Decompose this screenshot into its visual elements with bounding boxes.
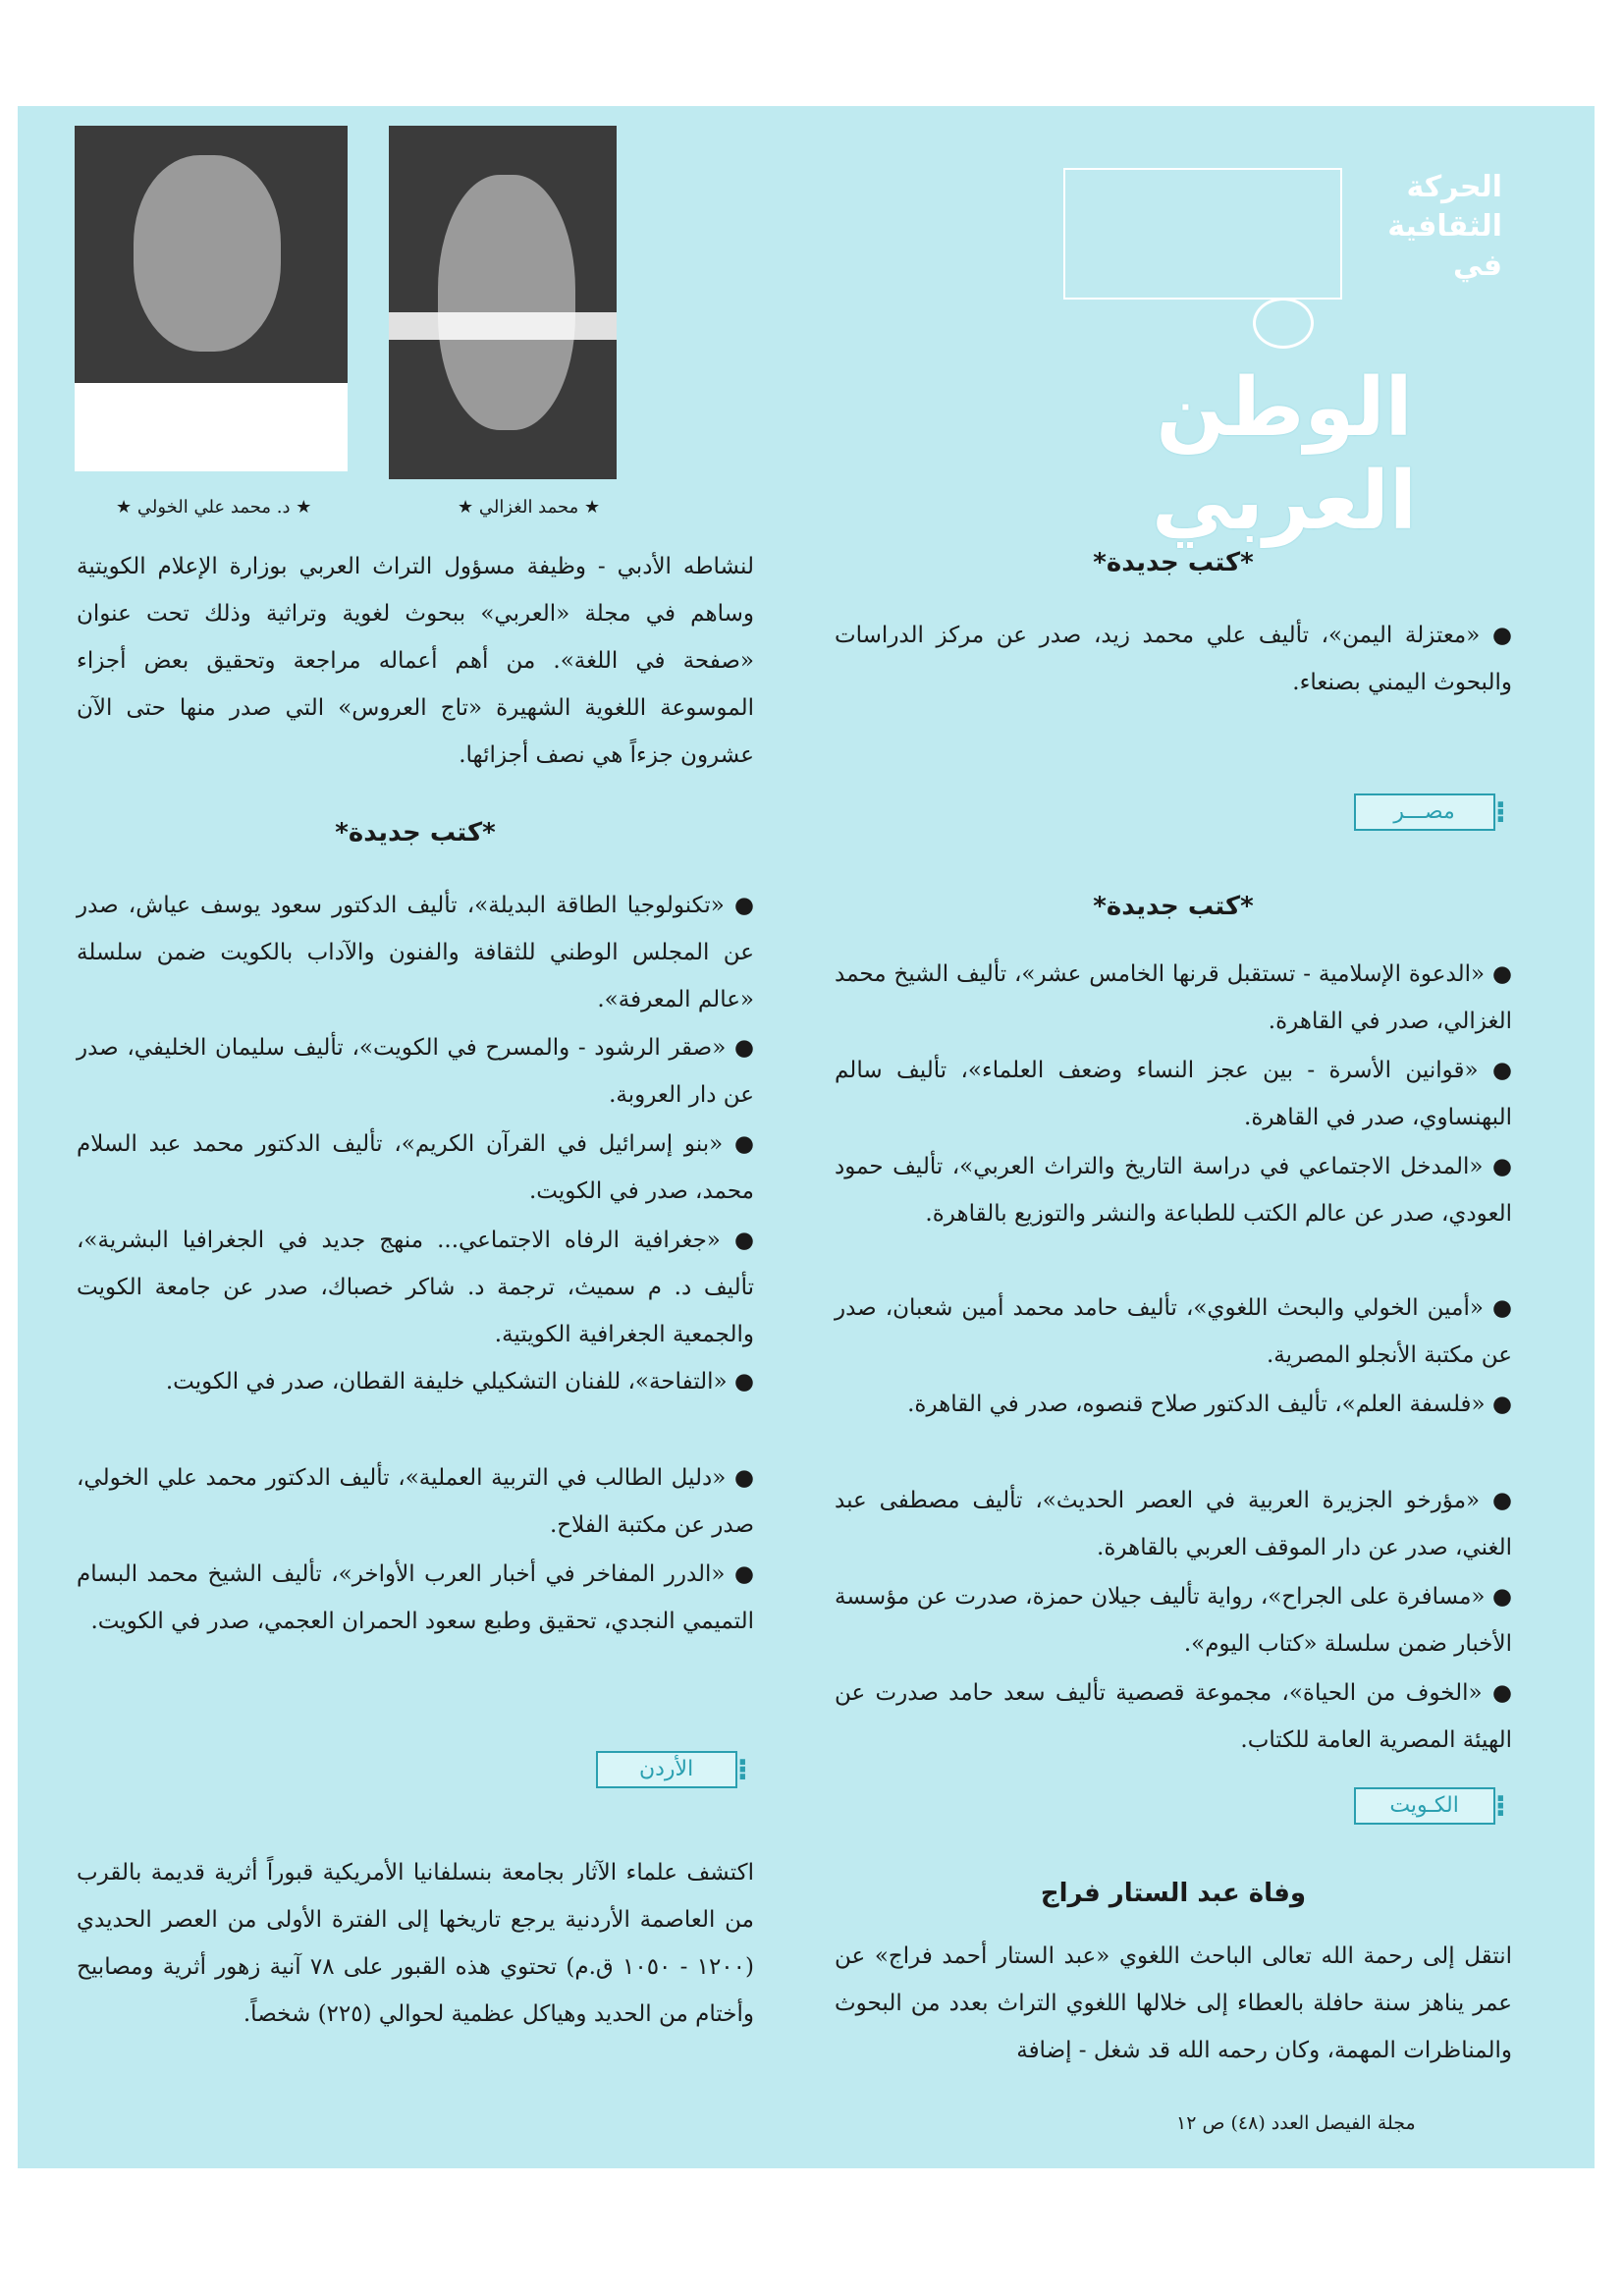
book-item: ● «الخوف من الحياة»، مجموعة قصصية تأليف سعد حامد صدرت عن الهيئة المصرية العامة للكتاب. [835,1680,1512,1753]
book-item: ● «فلسفة العلم»، تأليف الدكتور صلاح قنصوه، صدر في القاهرة. [907,1392,1512,1417]
book-item: ● «مؤرخو الجزيرة العربية في العصر الحديث»، تأليف مصطفى عبد الغني، صدر عن دار الموقف العربي بالقاهرة. [835,1488,1512,1560]
book-item: ● «معتزلة اليمن»، تأليف علي محمد زيد، صدر عن مركز الدراسات والبحوث اليمني بصنعاء. [835,623,1512,695]
photo-caption-right: ★ محمد الغزالي ★ [458,497,601,518]
country-label-jordan: ⁝ الأردن [596,1751,754,1788]
book-item: ● «الدرر المفاخر في أخبار العرب الأواخر»، تأليف الشيخ محمد البسام التميمي النجدي، تحقيق وطبع سعود الحمران العجمي، صدر في الكويت. [77,1561,754,1634]
book-item: ● «بنو إسرائيل في القرآن الكريم»، تأليف الدكتور محمد عبد السلام محمد، صدر في الكويت. [77,1131,754,1204]
photo-mask-stripe [389,312,617,340]
photo-blank-area [75,383,348,471]
book-item: ● «أمين الخولي والبحث اللغوي»، تأليف حامد محمد أمين شعبان، صدر عن مكتبة الأنجلو المصرية. [835,1295,1512,1368]
banner-frame [1063,168,1342,300]
jordan-text: اكتشف علماء الآثار بجامعة بنسلفانيا الأمريكية قبوراً أثرية قديمة بالقرب من العاصمة الأردنية يرجع تاريخها إلى الفترة الأولى من العصر الحديدي (١٢٠٠ - ١٠٥٠ ق.م) تحتوي هذه القبور على ٧٨ آنية زهور أثرية ومصابيح وأختام من الحديد وهياكل عظمية لحوالي (٢٢٥) شخصاً. [77,1860,754,2027]
book-item: ● «جغرافية الرفاه الاجتماعي... منهج جديد في الجغرافيا البشرية»، تأليف د. م سميث، ترجمة د. شاكر خصباك، صدر عن جامعة الكويت والجمعية الجغرافية الكويتية. [77,1228,754,1347]
page-background [18,106,1595,2168]
photo-ghazali [389,126,617,479]
banner-top-text: الحركة الثقافية في [1387,170,1502,283]
country-label-egypt: ⁝ مصـــر [1354,793,1512,831]
book-item: ● «تكنولوجيا الطاقة البديلة»، تأليف الدكتور سعود يوسف عياش، صدر عن المجلس الوطني للثقافة والفنون والآداب بالكويت ضمن سلسلة «عالم المعرفة». [77,893,754,1012]
marker-icon: ⁝ [736,1752,748,1787]
continuation-text: لنشاطه الأدبي - وظيفة مسؤول التراث العربي بوزارة الإعلام الكويتية وساهم في مجلة «العربي» ببحوث لغوية وتراثية وذلك تحت عنوان «صفحة في اللغة». من أهم أعماله مراجعة وتحقيق بعض أجزاء الموسوعة اللغوية الشهيرة «تاج العروس» التي صدر منها حتى الآن عشرون جزءاً هي نصف أجزائها. [77,554,754,768]
book-item: ● «التفاحة»، للفنان التشكيلي خليفة القطان، صدر في الكويت. [165,1369,754,1394]
obituary-text: انتقل إلى رحمة الله تعالى الباحث اللغوي «عبد الستار أحمد فراج» عن عمر يناهز سنة حافلة بالعطاء إلى خلالها اللغوي التراث بعدد من البحوث والمناظرات المهمة، وكان رحمه الله قد شغل - إضافة [835,1943,1512,2063]
face-shape [134,155,281,352]
face-shape [438,175,575,430]
photo-caption-left: ★ د. محمد علي الخولي ★ [116,497,312,518]
photo-khouli [75,126,348,383]
book-item: ● «المدخل الاجتماعي في دراسة التاريخ والتراث العربي»، تأليف حمود العودي، صدر عن عالم الكتب للطباعة والنشر والتوزيع بالقاهرة. [835,1154,1512,1227]
marker-icon: ⁝ [1494,794,1506,830]
book-item: ● «دليل الطالب في التربية العملية»، تأليف الدكتور محمد علي الخولي، صدر عن مكتبة الفلاح. [77,1465,754,1538]
section-header: *كتب جديدة* [1093,548,1254,577]
country-label-kuwait: ⁝ الكـويت [1354,1787,1512,1825]
book-item: ● «الدعوة الإسلامية - تستقبل قرنها الخامس عشر»، تأليف الشيخ محمد الغزالي، صدر في القاهرة. [835,961,1512,1034]
page-footer: مجلة الفيصل العدد (٤٨) ص ١٢ [1176,2112,1416,2134]
book-item: ● «قوانين الأسرة - بين عجز النساء وضعف العلماء»، تأليف سالم البهنساوي، صدر في القاهرة. [835,1058,1512,1130]
banner-title: الوطن العربي [1152,361,1417,548]
book-item: ● «مسافرة على الجراح»، رواية تأليف جيلان حمزة، صدرت عن مؤسسة الأخبار ضمن سلسلة «كتاب اليوم». [835,1584,1512,1657]
obituary-title: وفاة عبد الستار فراج [1040,1879,1307,1908]
emblem-icon [1253,298,1314,349]
section-header: *كتب جديدة* [335,818,496,847]
book-item: ● «صقر الرشود - والمسرح في الكويت»، تأليف سليمان الخليفي، صدر عن دار العروبة. [77,1035,754,1108]
section-header: *كتب جديدة* [1093,892,1254,921]
marker-icon: ⁝ [1494,1788,1506,1824]
